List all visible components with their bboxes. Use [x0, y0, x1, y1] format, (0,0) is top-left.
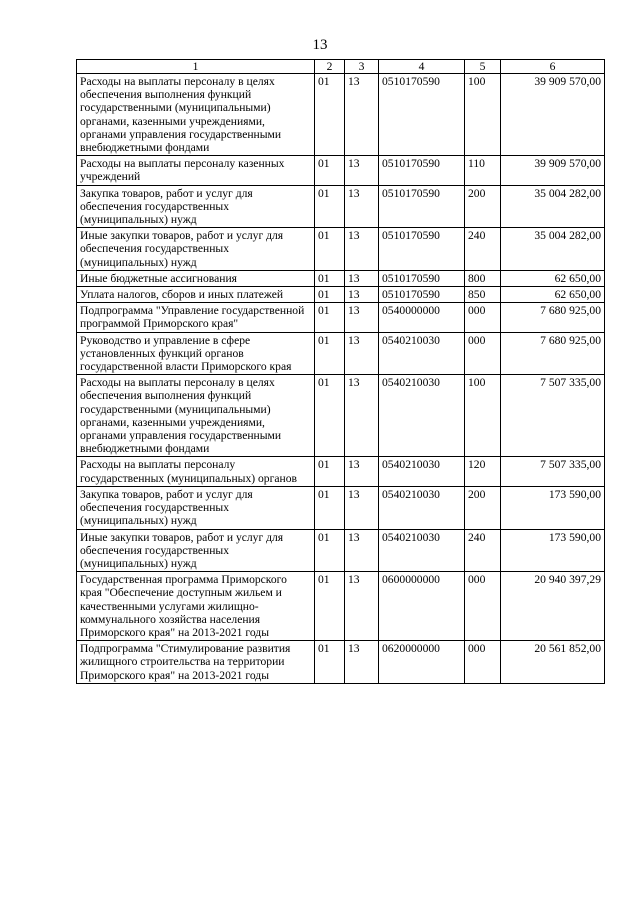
- page-number: 13: [312, 37, 328, 53]
- row-expense-type: 000: [465, 332, 501, 375]
- row-target-article: 0540210030: [379, 486, 465, 529]
- row-name: Иные закупки товаров, работ и услуг для обеспечения государственных (муниципальных) нужд: [77, 529, 315, 572]
- row-section: 01: [315, 156, 345, 185]
- row-amount: 173 590,00: [501, 486, 605, 529]
- row-name: Уплата налогов, сборов и иных платежей: [77, 287, 315, 303]
- row-subsection: 13: [345, 486, 379, 529]
- table-row: [77, 486, 605, 529]
- row-subsection: 13: [345, 641, 379, 684]
- table-row: [77, 270, 605, 286]
- row-section: 01: [315, 572, 345, 641]
- row-section: 01: [315, 287, 345, 303]
- row-name: Расходы на выплаты персоналу в целях обеспечения выполнения функций государственными (муниципальными) органами, казенными учреждениями, органами управления государственными внебюджетными фондами: [77, 375, 315, 457]
- row-section: 01: [315, 270, 345, 286]
- table-row: [77, 572, 605, 641]
- row-subsection: 13: [345, 572, 379, 641]
- header-col-5: 5: [465, 60, 501, 74]
- header-col-4: 4: [379, 60, 465, 74]
- row-section: 01: [315, 74, 345, 156]
- budget-table: [76, 59, 605, 684]
- row-expense-type: 240: [465, 529, 501, 572]
- row-amount: 20 561 852,00: [501, 641, 605, 684]
- row-target-article: 0510170590: [379, 185, 465, 228]
- table-row: [77, 375, 605, 457]
- row-name: Руководство и управление в сфере установленных функций органов государственной власти Приморского края: [77, 332, 315, 375]
- row-name: Закупка товаров, работ и услуг для обеспечения государственных (муниципальных) нужд: [77, 185, 315, 228]
- row-target-article: 0510170590: [379, 228, 465, 271]
- table-row: [77, 457, 605, 486]
- row-expense-type: 110: [465, 156, 501, 185]
- row-expense-type: 100: [465, 375, 501, 457]
- row-expense-type: 000: [465, 303, 501, 332]
- row-subsection: 13: [345, 228, 379, 271]
- row-target-article: 0510170590: [379, 156, 465, 185]
- row-section: 01: [315, 185, 345, 228]
- row-amount: 62 650,00: [501, 270, 605, 286]
- row-target-article: 0540210030: [379, 529, 465, 572]
- table-row: [77, 641, 605, 684]
- row-section: 01: [315, 486, 345, 529]
- row-name: Иные закупки товаров, работ и услуг для обеспечения государственных (муниципальных) нужд: [77, 228, 315, 271]
- header-col-1: 1: [77, 60, 315, 74]
- row-expense-type: 200: [465, 486, 501, 529]
- row-name: Иные бюджетные ассигнования: [77, 270, 315, 286]
- row-name: Закупка товаров, работ и услуг для обеспечения государственных (муниципальных) нужд: [77, 486, 315, 529]
- row-expense-type: 200: [465, 185, 501, 228]
- table-header-row: [77, 60, 605, 74]
- table-row: [77, 74, 605, 156]
- table-row: [77, 185, 605, 228]
- row-target-article: 0540210030: [379, 332, 465, 375]
- row-amount: 35 004 282,00: [501, 185, 605, 228]
- row-subsection: 13: [345, 185, 379, 228]
- row-target-article: 0620000000: [379, 641, 465, 684]
- row-expense-type: 000: [465, 572, 501, 641]
- row-target-article: 0510170590: [379, 74, 465, 156]
- row-section: 01: [315, 228, 345, 271]
- header-col-3: 3: [345, 60, 379, 74]
- row-section: 01: [315, 375, 345, 457]
- table-row: [77, 156, 605, 185]
- table-row: [77, 287, 605, 303]
- row-name: Подпрограмма "Управление государственной программой Приморского края": [77, 303, 315, 332]
- row-amount: 7 680 925,00: [501, 303, 605, 332]
- row-expense-type: 240: [465, 228, 501, 271]
- row-amount: 35 004 282,00: [501, 228, 605, 271]
- row-subsection: 13: [345, 529, 379, 572]
- row-amount: 39 909 570,00: [501, 156, 605, 185]
- row-expense-type: 000: [465, 641, 501, 684]
- row-expense-type: 800: [465, 270, 501, 286]
- row-amount: 173 590,00: [501, 529, 605, 572]
- row-subsection: 13: [345, 74, 379, 156]
- row-target-article: 0510170590: [379, 270, 465, 286]
- row-name: Расходы на выплаты персоналу государственных (муниципальных) органов: [77, 457, 315, 486]
- row-subsection: 13: [345, 303, 379, 332]
- header-col-6: 6: [501, 60, 605, 74]
- row-section: 01: [315, 457, 345, 486]
- row-amount: 7 507 335,00: [501, 375, 605, 457]
- row-subsection: 13: [345, 332, 379, 375]
- row-name: Расходы на выплаты персоналу в целях обеспечения выполнения функций государственными (муниципальными) органами, казенными учреждениями, органами управления государственными внебюджетными фондами: [77, 74, 315, 156]
- row-target-article: 0540210030: [379, 375, 465, 457]
- row-name: Подпрограмма "Стимулирование развития жилищного строительства на территории Приморского края" на 2013-2021 годы: [77, 641, 315, 684]
- row-amount: 39 909 570,00: [501, 74, 605, 156]
- row-target-article: 0540000000: [379, 303, 465, 332]
- row-subsection: 13: [345, 375, 379, 457]
- row-target-article: 0510170590: [379, 287, 465, 303]
- row-amount: 62 650,00: [501, 287, 605, 303]
- row-amount: 7 507 335,00: [501, 457, 605, 486]
- row-expense-type: 100: [465, 74, 501, 156]
- table-row: [77, 228, 605, 271]
- row-section: 01: [315, 529, 345, 572]
- row-expense-type: 850: [465, 287, 501, 303]
- row-name: Государственная программа Приморского края "Обеспечение доступным жильем и качественными услугами жилищно-коммунального хозяйства населения Приморского края" на 2013-2021 годы: [77, 572, 315, 641]
- row-amount: 7 680 925,00: [501, 332, 605, 375]
- row-name: Расходы на выплаты персоналу казенных учреждений: [77, 156, 315, 185]
- row-expense-type: 120: [465, 457, 501, 486]
- row-section: 01: [315, 641, 345, 684]
- row-amount: 20 940 397,29: [501, 572, 605, 641]
- row-subsection: 13: [345, 156, 379, 185]
- row-section: 01: [315, 303, 345, 332]
- header-col-2: 2: [315, 60, 345, 74]
- row-subsection: 13: [345, 287, 379, 303]
- row-subsection: 13: [345, 270, 379, 286]
- row-target-article: 0540210030: [379, 457, 465, 486]
- row-section: 01: [315, 332, 345, 375]
- table-row: [77, 303, 605, 332]
- table-row: [77, 529, 605, 572]
- row-target-article: 0600000000: [379, 572, 465, 641]
- table-row: [77, 332, 605, 375]
- row-subsection: 13: [345, 457, 379, 486]
